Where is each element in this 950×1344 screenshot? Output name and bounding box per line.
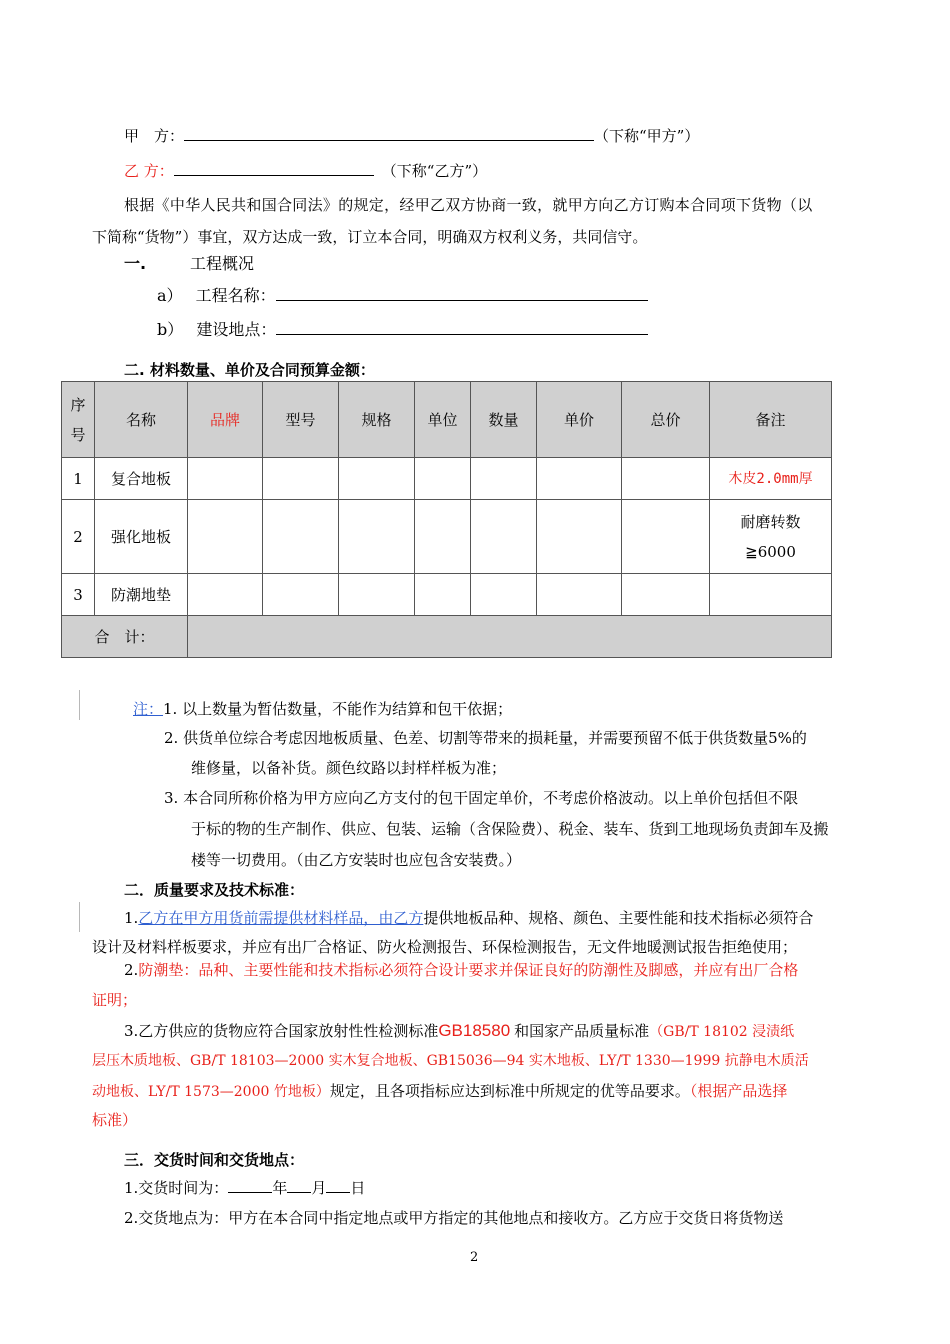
quality-p3-red-1: （GB/T 18102 浸渍纸 xyxy=(649,1024,795,1040)
row-name: 防潮地垫 xyxy=(95,574,188,616)
page-number: 2 xyxy=(470,1250,479,1265)
delivery-month-label: 月 xyxy=(311,1179,327,1197)
gb-standard: GB18580 xyxy=(438,1021,511,1040)
row-name: 强化地板 xyxy=(95,500,188,574)
row-seq: 2 xyxy=(62,500,95,574)
row-total-cell[interactable] xyxy=(622,500,710,574)
quality-p3-line-3 xyxy=(92,1081,787,1102)
party-a-suffix: （下称“甲方”） xyxy=(594,127,700,145)
header-spec: 规格 xyxy=(339,382,415,458)
note-2-line-1: 2. 供货单位综合考虑因地板质量、色差、切割等带来的损耗量，并需要预留不低于供货数量5%的 xyxy=(164,729,807,747)
header-name: 名称 xyxy=(95,382,188,458)
quality-p2-line-2: 证明； xyxy=(92,991,138,1009)
row-remark: 木皮2.0mm厚 xyxy=(710,458,832,500)
header-model: 型号 xyxy=(263,382,339,458)
row-total-cell[interactable] xyxy=(622,458,710,500)
row-brand-cell[interactable] xyxy=(188,574,263,616)
site-location-label: 建设地点： xyxy=(196,320,277,339)
header-total: 总价 xyxy=(622,382,710,458)
quality-p1-link[interactable]: 乙方在甲方用货前需提供材料样品，由乙方 xyxy=(138,909,424,927)
quality-title: 二．质量要求及技术标准： xyxy=(124,881,305,899)
intro-line-1: 根据《中华人民共和国合同法》的规定，经甲乙双方协商一致，就甲方向乙方订购本合同项下货物（以 xyxy=(124,196,813,214)
delivery-day-blank[interactable] xyxy=(326,1178,350,1193)
delivery-title: 三．交货时间和交货地点： xyxy=(124,1151,305,1169)
header-qty: 数量 xyxy=(471,382,537,458)
row-price-cell[interactable] xyxy=(537,574,622,616)
party-a-blank[interactable] xyxy=(184,126,594,141)
party-b-blank[interactable] xyxy=(174,161,374,176)
note-3-line-2: 于标的物的生产制作、供应、包装、运输（含保险费）、税金、装车、货到工地现场负责卸车及搬 xyxy=(191,820,829,838)
quality-p3-line-1 xyxy=(124,1021,794,1042)
row-seq: 3 xyxy=(62,574,95,616)
row-model-cell[interactable] xyxy=(263,458,339,500)
row-qty-cell[interactable] xyxy=(471,500,537,574)
header-unit: 单位 xyxy=(415,382,471,458)
delivery-place-line: 2.交货地点为：甲方在本合同中指定地点或甲方指定的其他地点和接收方。乙方应于交货日将货物送 xyxy=(124,1209,784,1227)
site-location-line xyxy=(157,320,648,340)
site-location-blank[interactable] xyxy=(276,320,648,335)
party-b-suffix: （下称“乙方”） xyxy=(381,162,488,180)
row-unit-cell[interactable] xyxy=(415,458,471,500)
revision-bar xyxy=(79,902,80,932)
quality-p3-tail: （根据产品选择 xyxy=(689,1082,788,1100)
row-qty-cell[interactable] xyxy=(471,458,537,500)
section-2-title: 二. 材料数量、单价及合同预算金额： xyxy=(124,361,375,379)
note-3-line-3: 楼等一切费用。（由乙方安装时也应包含安装费。） xyxy=(191,851,522,869)
section-1-number: 一. xyxy=(124,254,147,273)
row-name: 复合地板 xyxy=(95,458,188,500)
party-b-line xyxy=(124,161,487,181)
table-total-row xyxy=(62,616,832,658)
note-3-line-1: 3. 本合同所称价格为甲方应向乙方支付的包干固定单价，不考虑价格波动。以上单价包括但不限 xyxy=(164,789,799,807)
row-model-cell[interactable] xyxy=(263,574,339,616)
quality-p2-text: 防潮垫：品种、主要性能和技术指标必须符合设计要求并保证良好的防潮性及脚感，并应有出厂合格 xyxy=(138,961,799,979)
quality-p1-rest: 提供地板品种、规格、颜色、主要性能和技术指标必须符合 xyxy=(423,909,814,927)
quality-p3-line-4: 标准） xyxy=(92,1111,138,1129)
table-row xyxy=(62,458,832,500)
delivery-time-line xyxy=(124,1178,365,1198)
header-brand: 品牌 xyxy=(188,382,263,458)
intro-line-2: 下简称“货物”）事宜，双方达成一致，订立本合同，明确双方权利义务，共同信守。 xyxy=(92,228,648,246)
quality-p1-line-2: 设计及材料样板要求，并应有出厂合格证、防火检测报告、环保检测报告，无文件地暖测试报告拒绝使用； xyxy=(92,938,798,956)
quality-p3-line-2: 层压木质地板、GB/T 18103—2000 实木复合地板、GB15036—94 实木地板、LY/T 1330—1999 抗静电木质活 xyxy=(92,1053,809,1069)
row-remark xyxy=(710,574,832,616)
row-seq: 1 xyxy=(62,458,95,500)
quality-p3-red-2: 动地板、LY/T 1573—2000 竹地板） xyxy=(92,1084,330,1100)
note-1-text: 1. 以上数量为暂估数量，不能作为结算和包干依据； xyxy=(163,700,513,718)
row-spec-cell[interactable] xyxy=(339,574,415,616)
quality-p3-black: 规定，且各项指标应达到标准中所规定的优等品要求。 xyxy=(329,1082,690,1100)
delivery-year-blank[interactable] xyxy=(228,1178,272,1193)
header-remark: 备注 xyxy=(710,382,832,458)
revision-bar xyxy=(79,690,80,720)
item-a-marker: a） xyxy=(157,286,183,305)
quality-p1-line-1 xyxy=(124,908,813,928)
party-b-label: 乙 方： xyxy=(124,162,174,180)
table-row xyxy=(62,574,832,616)
note-1 xyxy=(133,699,512,719)
party-a-label: 甲 方： xyxy=(124,127,185,145)
project-name-blank[interactable] xyxy=(276,286,648,301)
total-label: 合 计： xyxy=(62,616,188,658)
row-spec-cell[interactable] xyxy=(339,500,415,574)
note-prefix[interactable]: 注： xyxy=(133,700,164,718)
quality-p3-start: 3.乙方供应的货物应符合国家放射性性检测标准 xyxy=(124,1022,439,1040)
row-price-cell[interactable] xyxy=(537,458,622,500)
row-brand-cell[interactable] xyxy=(188,500,263,574)
item-b-marker: b） xyxy=(157,320,184,339)
materials-table xyxy=(61,381,832,658)
section-1-title: 工程概况 xyxy=(190,254,255,273)
row-brand-cell[interactable] xyxy=(188,458,263,500)
delivery-day-label: 日 xyxy=(350,1179,366,1197)
row-model-cell[interactable] xyxy=(263,500,339,574)
quality-p2-num: 2. xyxy=(124,961,139,979)
party-a-line xyxy=(124,126,699,146)
quality-p2-line-1 xyxy=(124,960,798,980)
delivery-month-blank[interactable] xyxy=(287,1178,311,1193)
quality-p1-num: 1. xyxy=(124,909,139,927)
quality-p3-mid: 和国家产品质量标准 xyxy=(514,1022,650,1040)
row-price-cell[interactable] xyxy=(537,500,622,574)
row-total-cell[interactable] xyxy=(622,574,710,616)
header-seq: 序 号 xyxy=(62,382,95,458)
row-unit-cell[interactable] xyxy=(415,574,471,616)
delivery-time-label: 1.交货时间为： xyxy=(124,1179,229,1197)
header-price: 单价 xyxy=(537,382,622,458)
total-value-cell[interactable] xyxy=(188,616,832,658)
row-spec-cell[interactable] xyxy=(339,458,415,500)
delivery-year-label: 年 xyxy=(272,1179,288,1197)
project-name-label: 工程名称： xyxy=(195,286,276,305)
table-header-row xyxy=(62,382,832,458)
row-unit-cell[interactable] xyxy=(415,500,471,574)
row-qty-cell[interactable] xyxy=(471,574,537,616)
row-remark: 耐磨转数 ≧6000 xyxy=(710,500,832,574)
note-2-line-2: 维修量，以备补货。颜色纹路以封样样板为准； xyxy=(191,759,507,777)
project-name-line xyxy=(157,286,648,306)
table-row xyxy=(62,500,832,574)
